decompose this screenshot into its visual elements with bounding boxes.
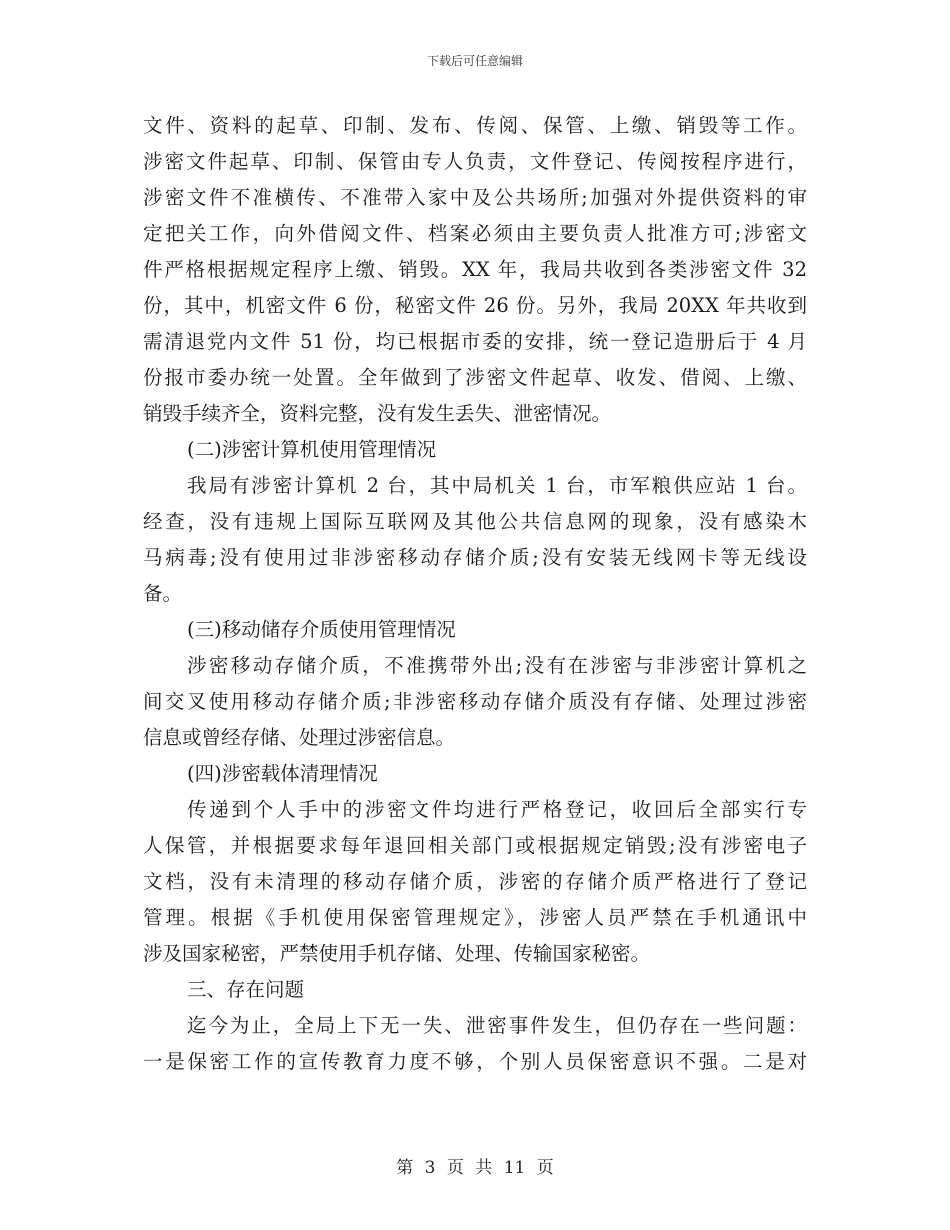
text-line: 份报市委办统一处置。全年做到了涉密文件起草、收发、借阅、上缴、 (143, 366, 807, 389)
page-footer: 第 3 页 共 11 页 (396, 1158, 554, 1178)
text-line: 涉及国家秘密，严禁使用手机存储、处理、传输国家秘密。 (143, 942, 651, 965)
text-line: 迄今为止，全局上下无一失、泄密事件发生，但仍存在一些问题： (187, 1014, 807, 1037)
text-line: 销毁手续齐全，资料完整，没有发生丢失、泄密情况。 (143, 402, 612, 425)
text-line: 涉密文件起草、印制、保管由专人负责，文件登记、传阅按程序进行， (143, 150, 807, 173)
text-line: 份，其中，机密文件 6 份，秘密文件 26 份。另外，我局 20XX 年共收到 (143, 294, 807, 317)
text-line: 文档，没有未清理的移动存储介质，涉密的存储介质严格进行了登记 (143, 870, 807, 893)
text-line: 传递到个人手中的涉密文件均进行严格登记，收回后全部实行专 (187, 798, 807, 821)
text-line: 需清退党内文件 51 份，均已根据市委的安排，统一登记造册后于 4 月 (143, 330, 807, 353)
text-line: 信息或曾经存储、处理过涉密信息。 (143, 726, 456, 749)
section-heading-3: (三)移动储存介质使用管理情况 (187, 618, 456, 641)
text-line: 定把关工作，向外借阅文件、档案必须由主要负责人批准方可;涉密文 (143, 222, 807, 245)
text-line: 文件、资料的起草、印制、发布、传阅、保管、上缴、销毁等工作。 (143, 114, 807, 137)
text-line: 管理。根据《手机使用保密管理规定》，涉密人员严禁在手机通讯中 (143, 906, 807, 929)
section-heading-2: (二)涉密计算机使用管理情况 (187, 438, 437, 461)
text-line: 一是保密工作的宣传教育力度不够，个别人员保密意识不强。二是对 (143, 1050, 807, 1073)
document-body (143, 108, 807, 1080)
text-line: 涉密移动存储介质，不准携带外出;没有在涉密与非涉密计算机之 (187, 654, 807, 677)
text-line: 我局有涉密计算机 2 台，其中局机关 1 台，市军粮供应站 1 台。 (187, 474, 807, 497)
text-line: 间交叉使用移动存储介质;非涉密移动存储介质没有存储、处理过涉密 (143, 690, 807, 713)
section-heading-problems: 三、存在问题 (187, 978, 305, 1001)
text-line: 涉密文件不准横传、不准带入家中及公共场所;加强对外提供资料的审 (143, 186, 807, 209)
text-line: 备。 (143, 582, 183, 605)
text-line: 人保管，并根据要求每年退回相关部门或根据规定销毁;没有涉密电子 (143, 834, 807, 857)
page-header: 下载后可任意编辑 (426, 54, 523, 68)
text-line: 经查，没有违规上国际互联网及其他公共信息网的现象，没有感染木 (143, 510, 807, 533)
section-heading-4: (四)涉密载体清理情况 (187, 762, 378, 785)
text-line: 件严格根据规定程序上缴、销毁。XX 年，我局共收到各类涉密文件 32 (143, 258, 807, 281)
text-line: 马病毒;没有使用过非涉密移动存储介质;没有安装无线网卡等无线设 (143, 546, 807, 569)
